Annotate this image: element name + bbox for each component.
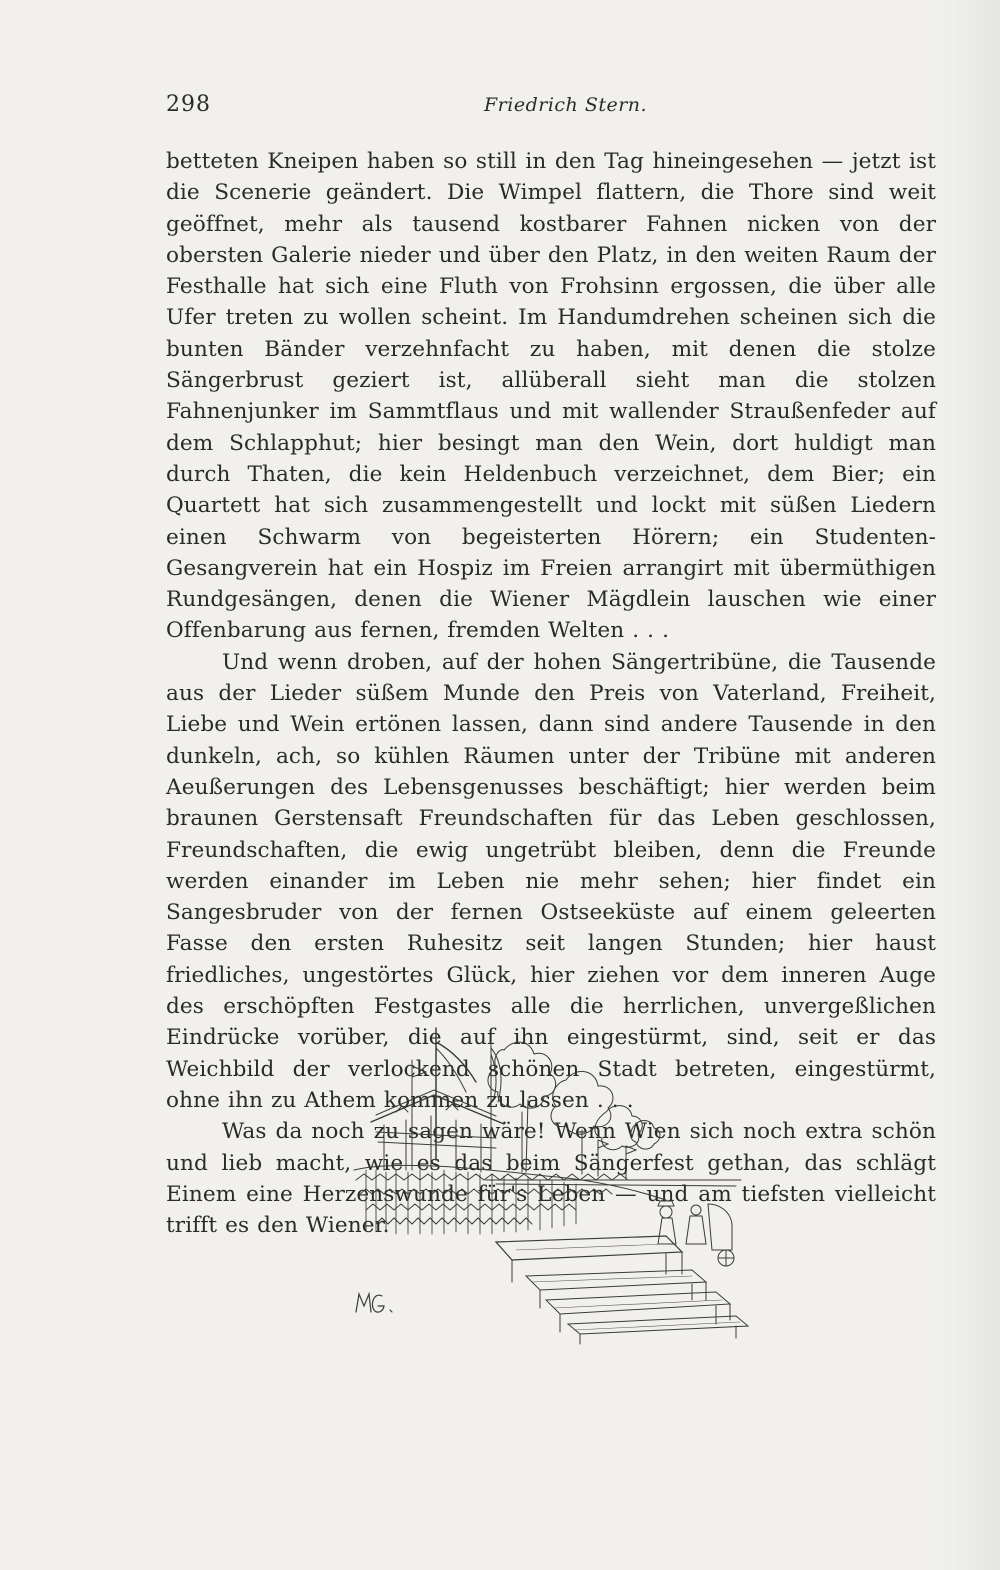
- paragraph: betteten Kneipen haben so still in den Tag hineingesehen — jetzt ist die Scenerie geändert. Die Wimpel flattern, die Thore sind weit geöffnet, mehr als tausend kostbarer Fahnen nicken von der obersten Galerie nieder und über den Platz, in den weiten Raum der Festhalle hat sich eine Fluth von Frohsinn ergossen, die über alle Ufer treten zu wollen scheint. Im Handumdrehen scheinen sich die bunten Bänder verzehnfacht zu haben, mit denen die stolze Sängerbrust geziert ist, allüberall sieht man die stolzen Fahnenjunker im Sammtflaus und mit wallender Straußenfeder auf dem Schlapphut; hier besingt man den Wein, dort huldigt man durch Thaten, die kein Heldenbuch verzeichnet, dem Bier; ein Quartett hat sich zusammengestellt und lockt mit süßen Liedern einen Schwarm von begeisterten Hörern; ein Studenten-Gesangverein hat ein Hospiz im Freien arrangirt mit übermüthigen Rundgesängen, denen die Wiener Mägdlein lauschen wie einer Offenbarung aus fernen, fremden Welten . . .: [166, 149, 936, 644]
- illustration-drawing: [336, 1020, 766, 1350]
- paragraph: Was da noch zu sagen wäre! Wenn Wien sich noch extra schön und lieb macht, wie es das beim Sängerfest gethan, das schlägt Einem eine Herzenswunde für's Leben — und am tiefsten vielleicht trifft es den Wiener.: [166, 1119, 936, 1239]
- festival-hall-illustration: [336, 1020, 766, 1350]
- running-head: [166, 92, 936, 132]
- paragraph: Und wenn droben, auf der hohen Sängertribüne, die Tausende aus der Lieder süßem Munde den Preis von Vaterland, Freiheit, Liebe und Wein ertönen lassen, dann sind andere Tausende in den dunkeln, ach, so kühlen Räumen unter der Tribüne mit anderen Aeußerungen des Lebensgenusses beschäftigt; hier werden beim braunen Gerstensaft Freundschaften für das Leben geschlossen, Freundschaften, die ewig ungetrübt bleiben, denn die Freunde werden einander im Leben nie mehr sehen; hier findet ein Sangesbruder von der fernen Ostseeküste auf einem geleerten Fasse den ersten Ruhesitz seit langen Stunden; hier haust friedliches, ungestörtes Glück, hier ziehen vor dem inneren Auge des erschöpften Festgastes alle die herrlichen, unvergeßlichen Eindrücke vorüber, die auf ihn eingestürmt, sind, seit er das Weichbild der verlockend schönen Stadt betreten, eingestürmt, ohne ihn zu Athem kommen zu lassen . . .: [166, 649, 936, 1113]
- scan-edge-shadow: [940, 0, 1000, 1570]
- page-number: 298: [166, 92, 211, 117]
- running-title: Friedrich Stern.: [484, 94, 648, 116]
